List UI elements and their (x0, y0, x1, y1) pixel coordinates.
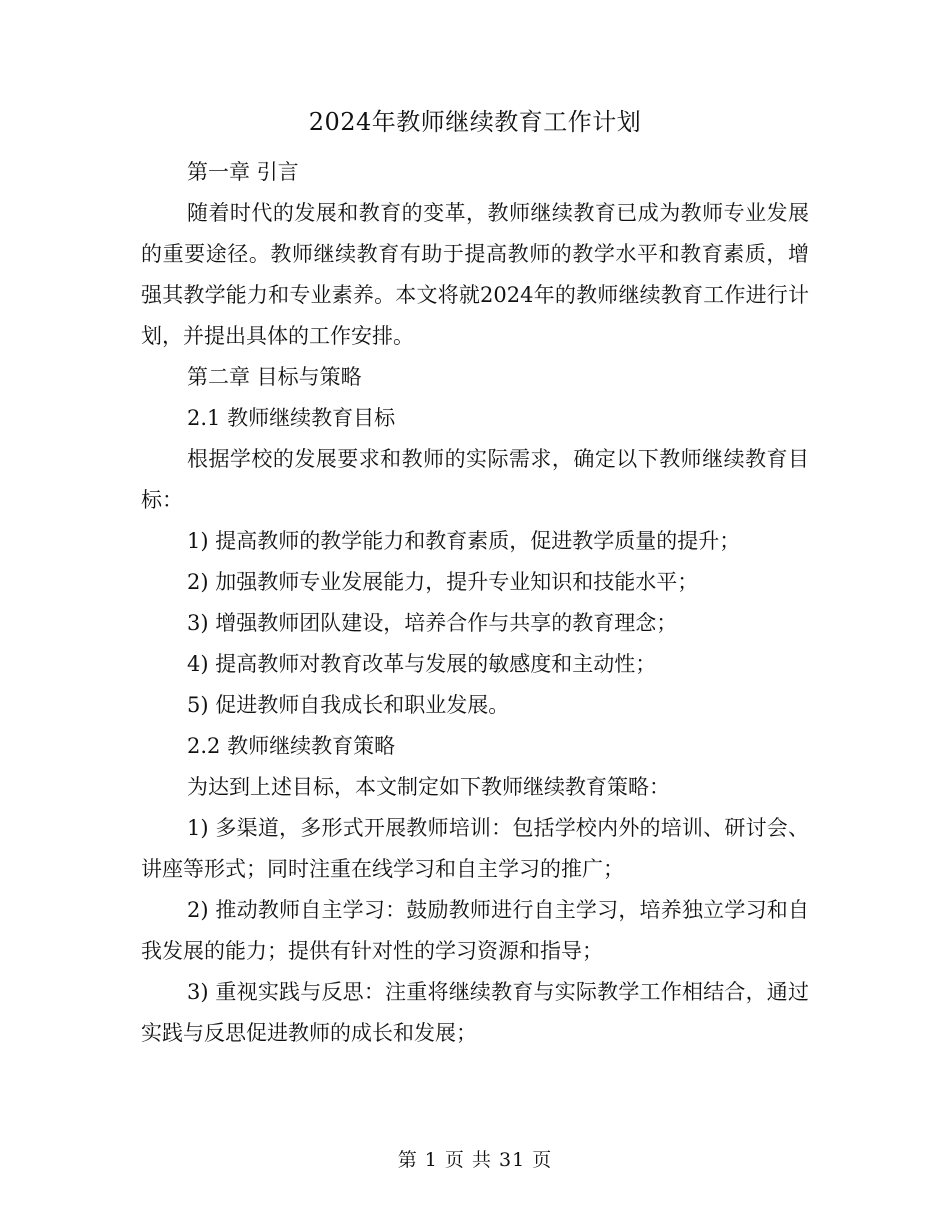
list-item: 2) 推动教师自主学习：鼓励教师进行自主学习，培养独立学习和自我发展的能力；提供有针对性的学习资源和指导； (141, 898, 809, 963)
body-paragraph: 根据学校的发展要求和教师的实际需求，确定以下教师继续教育目标： (141, 447, 809, 512)
list-item: 3) 重视实践与反思：注重将继续教育与实际教学工作相结合，通过实践与反思促进教师的成长和发展； (141, 980, 809, 1045)
chapter-heading: 第二章 目标与策略 (187, 365, 362, 389)
document-body (141, 152, 809, 1054)
list-item: 4) 提高教师对教育改革与发展的敏感度和主动性； (187, 652, 657, 676)
section-heading: 2.1 教师继续教育目标 (187, 406, 396, 430)
document-title: 2024年教师继续教育工作计划 (308, 108, 642, 136)
body-paragraph: 为达到上述目标，本文制定如下教师继续教育策略： (187, 775, 670, 799)
list-item: 1) 提高教师的教学能力和教育素质，促进教学质量的提升； (187, 529, 741, 553)
body-paragraph: 随着时代的发展和教育的变革，教师继续教育已成为教师专业发展的重要途径。教师继续教育有助于提高教师的教学水平和教育素质，增强其教学能力和专业素养。本文将就2024年的教师继续教育工作进行计划，并提出具体的工作安排。 (141, 201, 809, 348)
page-number-footer: 第 1 页 共 31 页 (397, 1149, 553, 1171)
section-heading: 2.2 教师继续教育策略 (187, 734, 396, 758)
list-item: 2) 加强教师专业发展能力，提升专业知识和技能水平； (187, 570, 699, 594)
chapter-heading: 第一章 引言 (187, 160, 299, 184)
list-item: 5) 促进教师自我成长和职业发展。 (187, 693, 510, 717)
list-item: 3) 增强教师团队建设，培养合作与共享的教育理念； (187, 611, 678, 635)
list-item: 1) 多渠道，多形式开展教师培训：包括学校内外的培训、研讨会、讲座等形式；同时注重在线学习和自主学习的推广； (141, 816, 809, 881)
